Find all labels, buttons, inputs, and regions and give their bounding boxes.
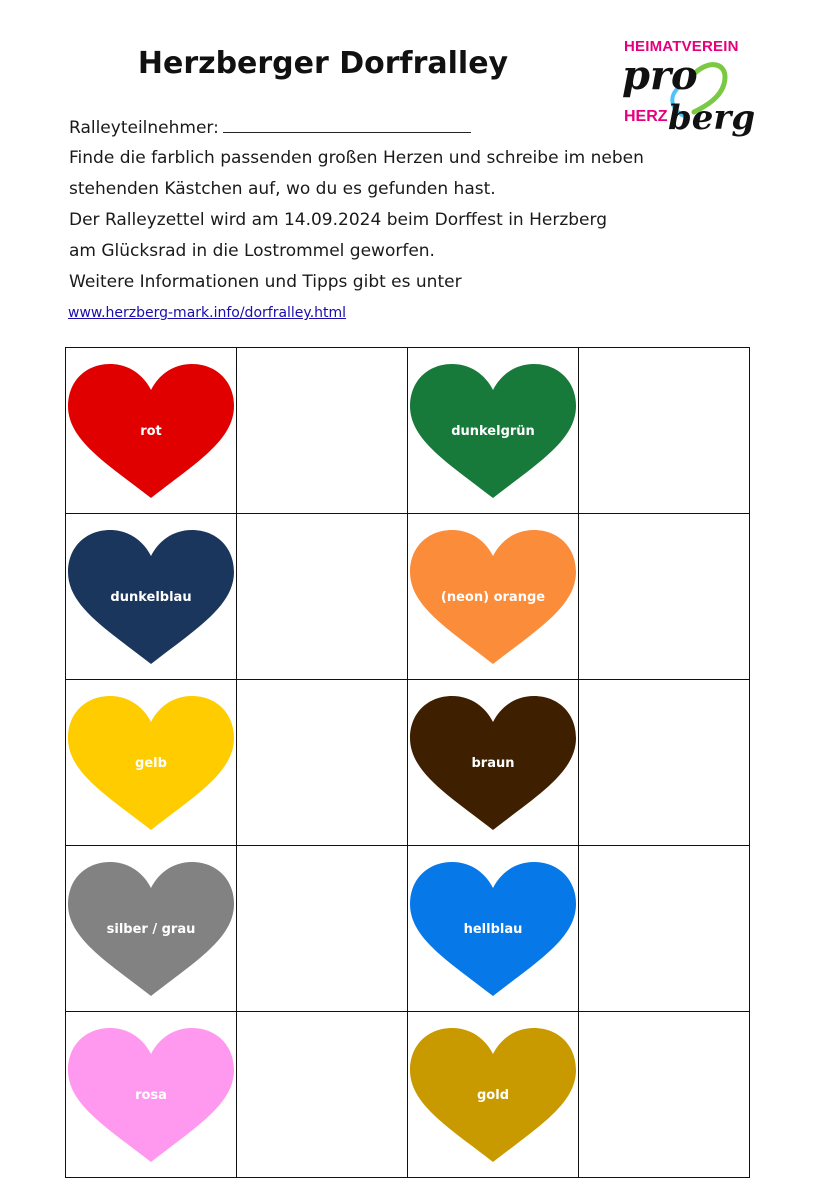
answer-box[interactable] <box>237 348 408 514</box>
participant-row <box>69 116 471 138</box>
instruction-line-2: stehenden Kästchen auf, wo du es gefunden hast. <box>69 179 496 199</box>
heart-grid <box>65 347 750 1178</box>
answer-box[interactable] <box>237 680 408 846</box>
instruction-line-3: Der Ralleyzettel wird am 14.09.2024 beim Dorffest in Herzberg <box>69 210 607 230</box>
heart-label: dunkelblau <box>110 590 192 605</box>
logo-heimatverein-text: HEIMATVEREIN <box>624 38 739 55</box>
heimatverein-logo <box>620 36 756 152</box>
heart-label: hellblau <box>463 922 523 937</box>
instruction-line-1: Finde die farblich passenden großen Herzen und schreibe im neben <box>69 148 644 168</box>
heart-cell <box>408 514 579 680</box>
instruction-line-5: Weitere Informationen und Tipps gibt es unter <box>69 272 462 292</box>
participant-label: Ralleyteilnehmer: <box>69 118 219 138</box>
answer-box[interactable] <box>579 680 750 846</box>
answer-box[interactable] <box>237 514 408 680</box>
participant-name-field[interactable] <box>223 116 471 133</box>
heart-label: braun <box>471 756 515 771</box>
answer-box[interactable] <box>579 846 750 1012</box>
logo-herz-text: HERZ <box>624 108 668 125</box>
grid-row <box>66 1012 750 1178</box>
logo-berg-text: berg <box>668 98 756 138</box>
answer-box[interactable] <box>237 846 408 1012</box>
instruction-line-4: am Glücksrad in die Lostrommel geworfen. <box>69 241 435 261</box>
heart-cell <box>66 680 237 846</box>
heart-cell <box>66 348 237 514</box>
heart-label: rot <box>140 424 162 439</box>
heart-cell <box>66 846 237 1012</box>
logo-pro-text: pro <box>622 52 698 99</box>
heart-label: silber / grau <box>106 922 196 937</box>
grid-row <box>66 348 750 514</box>
heart-cell <box>408 680 579 846</box>
grid-row <box>66 846 750 1012</box>
heart-label: gold <box>477 1088 509 1103</box>
dorfralley-link[interactable]: www.herzberg-mark.info/dorfralley.html <box>68 305 347 321</box>
heart-cell <box>408 348 579 514</box>
answer-box[interactable] <box>579 348 750 514</box>
answer-box[interactable] <box>237 1012 408 1178</box>
heart-cell <box>66 514 237 680</box>
heart-cell <box>408 1012 579 1178</box>
heart-cell <box>66 1012 237 1178</box>
page-title: Herzberger Dorfralley <box>137 46 509 81</box>
heart-label: rosa <box>135 1088 167 1103</box>
answer-box[interactable] <box>579 514 750 680</box>
heart-label: dunkelgrün <box>451 424 535 439</box>
grid-row <box>66 680 750 846</box>
heart-label: gelb <box>135 756 167 771</box>
answer-box[interactable] <box>579 1012 750 1178</box>
heart-cell <box>408 846 579 1012</box>
grid-row <box>66 514 750 680</box>
heart-label: (neon) orange <box>440 590 546 605</box>
